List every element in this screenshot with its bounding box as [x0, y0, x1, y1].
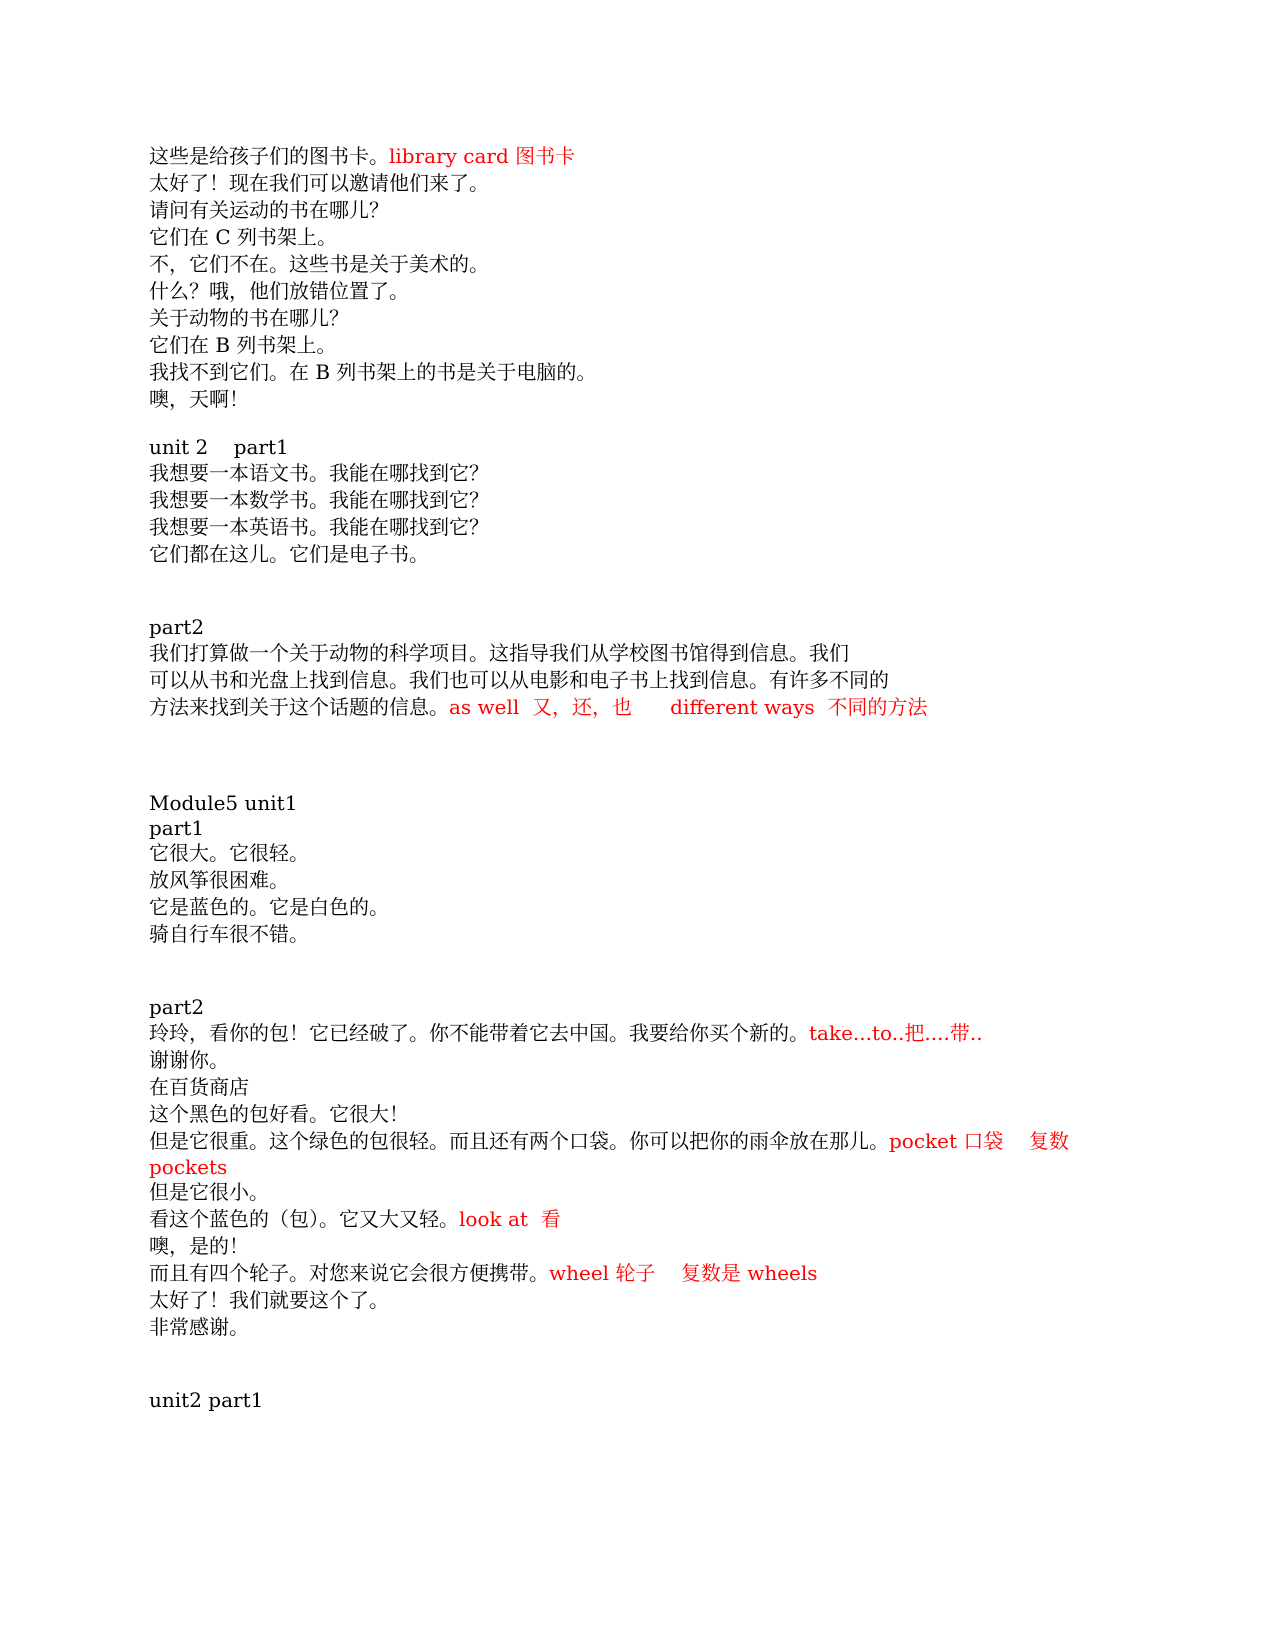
line-text: part2: [149, 615, 205, 639]
text-line: [149, 251, 489, 278]
line-text: part1: [149, 816, 205, 840]
text-line: [149, 1260, 818, 1287]
text-line: [149, 197, 389, 224]
line-text: 请问有关运动的书在哪儿？: [149, 198, 389, 222]
text-line: [149, 434, 289, 461]
line-text: 谢谢你。: [149, 1048, 229, 1072]
line-text: 噢，天啊！: [149, 387, 249, 411]
text-line: [149, 1387, 263, 1414]
line-text: 它很大。它很轻。: [149, 841, 309, 865]
text-line: [149, 614, 204, 641]
line-text: 放风筝很困难。: [149, 868, 289, 892]
text-line: [149, 332, 336, 359]
line-text: unit 2 part1: [149, 435, 289, 459]
line-text: 噢，是的！: [149, 1234, 249, 1258]
text-line: [149, 694, 927, 721]
line-text: 但是它很小。: [149, 1180, 269, 1204]
text-line: [149, 1206, 561, 1233]
text-line: [149, 487, 489, 514]
line-text: 什么？哦，他们放错位置了。: [149, 279, 409, 303]
text-line: [149, 1128, 1069, 1155]
vocab-note: take...to..把....带..: [809, 1021, 983, 1045]
text-line: [149, 867, 289, 894]
text-line: [149, 1314, 249, 1341]
line-text: 在百货商店: [149, 1075, 249, 1099]
line-text: 这些是给孩子们的图书卡。: [149, 144, 389, 168]
line-text: 非常感谢。: [149, 1315, 249, 1339]
text-line: [149, 994, 204, 1021]
line-text: 太好了！我们就要这个了。: [149, 1288, 389, 1312]
vocab-note: pockets: [149, 1155, 228, 1179]
line-text: 它们在 B 列书架上。: [149, 333, 337, 357]
text-line: [149, 305, 349, 332]
text-line: [149, 1047, 229, 1074]
line-text: 太好了！现在我们可以邀请他们来了。: [149, 171, 489, 195]
vocab-note: look at 看: [459, 1207, 561, 1231]
line-text: 但是它很重。这个绿色的包很轻。而且还有两个口袋。你可以把你的雨伞放在那儿。: [149, 1129, 889, 1153]
text-line: [149, 1287, 389, 1314]
line-text: 我们打算做一个关于动物的科学项目。这指导我们从学校图书馆得到信息。我们: [149, 641, 849, 665]
vocab-note: wheel 轮子 复数是 wheels: [549, 1261, 818, 1285]
text-line: [149, 278, 409, 305]
text-line: [149, 359, 596, 386]
line-text: 这个黑色的包好看。它很大！: [149, 1102, 409, 1126]
text-line: [149, 1233, 249, 1260]
text-line: [149, 1074, 249, 1101]
line-text: 不，它们不在。这些书是关于美术的。: [149, 252, 489, 276]
vocab-note: pocket 口袋 复数: [889, 1129, 1069, 1153]
line-text: 我找不到它们。在 B 列书架上的书是关于电脑的。: [149, 360, 597, 384]
line-text: 我想要一本语文书。我能在哪找到它？: [149, 461, 489, 485]
line-text: Module5 unit1: [149, 791, 298, 815]
text-line: [149, 224, 337, 251]
line-text: 它是蓝色的。它是白色的。: [149, 895, 389, 919]
text-line: [149, 1020, 983, 1047]
text-line: [149, 460, 489, 487]
text-line: [149, 840, 309, 867]
text-line: [149, 386, 249, 413]
vocab-note: as well 又，还，也 different ways 不同的方法: [449, 695, 928, 719]
text-line: [149, 143, 575, 170]
text-line: [149, 1101, 409, 1128]
line-text: 看这个蓝色的（包）。它又大又轻。: [149, 1207, 459, 1231]
text-line: [149, 170, 489, 197]
line-text: 我想要一本数学书。我能在哪找到它？: [149, 488, 489, 512]
line-text: unit2 part1: [149, 1388, 264, 1412]
text-line: [149, 640, 849, 667]
line-text: 骑自行车很不错。: [149, 922, 309, 946]
line-text: 我想要一本英语书。我能在哪找到它？: [149, 515, 489, 539]
line-text: 方法来找到关于这个话题的信息。: [149, 695, 449, 719]
line-text: 它们都在这儿。它们是电子书。: [149, 542, 429, 566]
line-text: 玲玲，看你的包！它已经破了。你不能带着它去中国。我要给你买个新的。: [149, 1021, 809, 1045]
text-line: [149, 921, 309, 948]
text-line: [149, 541, 429, 568]
text-line: [149, 815, 204, 842]
vocab-note: library card 图书卡: [389, 144, 576, 168]
text-line: [149, 667, 889, 694]
text-line: [149, 790, 297, 817]
text-line: [149, 514, 489, 541]
line-text: 关于动物的书在哪儿？: [149, 306, 349, 330]
text-line: [149, 894, 389, 921]
line-text: 它们在 C 列书架上。: [149, 225, 338, 249]
line-text: part2: [149, 995, 205, 1019]
line-text: 而且有四个轮子。对您来说它会很方便携带。: [149, 1261, 549, 1285]
line-text: 可以从书和光盘上找到信息。我们也可以从电影和电子书上找到信息。有许多不同的: [149, 668, 889, 692]
text-line: [149, 1179, 269, 1206]
text-line: [149, 1154, 227, 1181]
